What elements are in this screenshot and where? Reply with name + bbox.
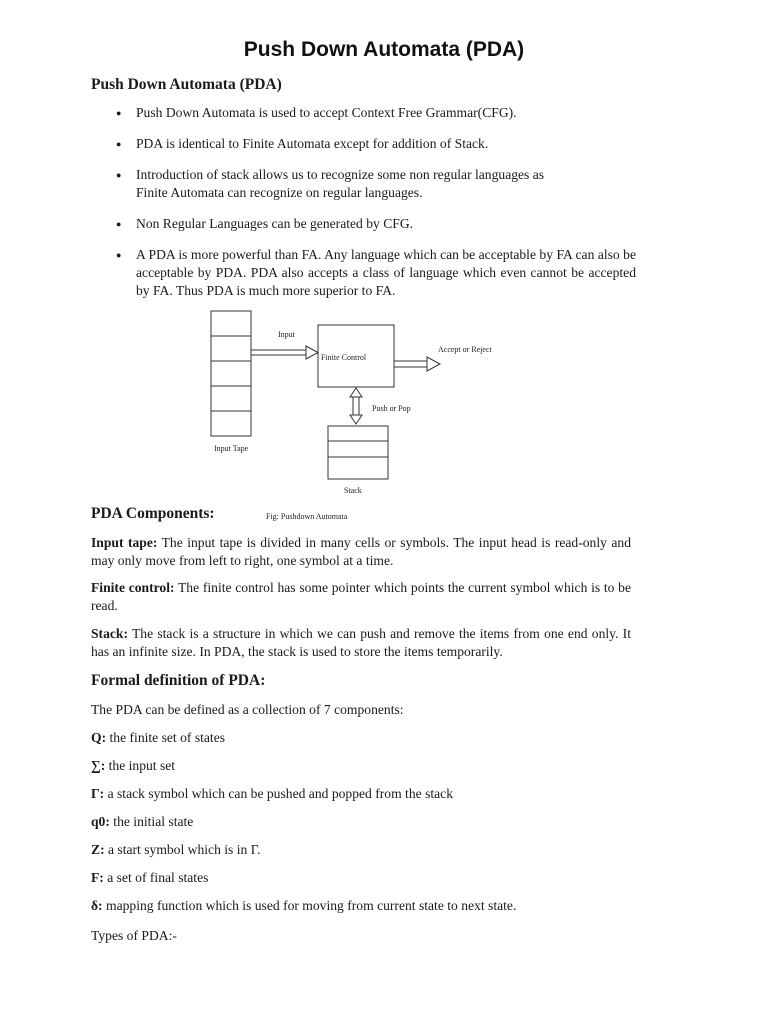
component-text: The finite control has some pointer which points the current symbol which is to be read. (91, 580, 632, 613)
bullet-list (116, 104, 636, 313)
definition-term: Q: (91, 730, 107, 745)
definition-item (91, 897, 516, 915)
accept-reject-label: Accept or Reject (438, 345, 492, 354)
push-pop-label: Push or Pop (372, 404, 411, 413)
definition-text: the finite set of states (106, 730, 226, 745)
component-term: Finite control: (91, 580, 175, 595)
definition-text: the initial state (109, 814, 194, 829)
bullet-item: ● Non Regular Languages can be generated by CFG. (116, 215, 636, 233)
definition-text: a start symbol which is in Γ. (104, 842, 261, 857)
pda-diagram (200, 305, 500, 505)
definition-text: a set of final states (103, 870, 209, 885)
definition-term: Z: (91, 842, 105, 857)
component-finite-control (91, 579, 631, 615)
types-of-pda-line: Types of PDA:- (91, 928, 177, 943)
component-input-tape (91, 534, 631, 570)
definition-text: mapping function which is used for moving from current state to next state. (102, 898, 517, 913)
definition-text: the input set (105, 758, 176, 773)
definition-term: ∑: (91, 758, 106, 773)
bullet-item: ● PDA is identical to Finite Automata except for addition of Stack. (116, 135, 636, 153)
bullet-item: ● A PDA is more powerful than FA. Any language which can be acceptable by FA can also be acceptable by PDA. PDA also accepts a class of language which even cannot be accepted by FA. Thus PDA is much more superior to FA. (116, 246, 636, 300)
definition-term: Γ: (91, 786, 105, 801)
component-text: The stack is a structure in which we can push and remove the items from one end only. It has an infinite size. In PDA, the stack is used to store the items temporarily. (91, 626, 631, 659)
input-tape-label: Input Tape (214, 444, 249, 453)
component-term: Input tape: (91, 535, 158, 550)
component-text: The input tape is divided in many cells or symbols. The input head is read-only and may only move from left to right, one symbol at a time. (91, 535, 631, 568)
definition-item (91, 869, 208, 887)
definition-item (91, 785, 453, 803)
components-heading: PDA Components: (91, 505, 215, 522)
page-title: Push Down Automata (PDA) (243, 38, 525, 61)
finite-control-label: Finite Control (321, 353, 367, 362)
definition-item (91, 841, 260, 859)
bullet-item: ● Introduction of stack allows us to recognize some non regular languages as Finite Automata can recognize on regular languages. (116, 166, 556, 202)
figure-caption: Fig: Pushdown Automata (266, 512, 348, 521)
definition-item (91, 813, 193, 831)
input-label: Input (278, 330, 295, 339)
section-heading-pda: Push Down Automata (PDA) (91, 76, 282, 93)
definition-text: a stack symbol which can be pushed and popped from the stack (104, 786, 453, 801)
stack-box (328, 426, 388, 479)
component-stack (91, 625, 631, 661)
definition-term: q0: (91, 814, 110, 829)
definition-term: δ: (91, 898, 103, 913)
formal-definition-heading: Formal definition of PDA: (91, 672, 266, 689)
bullet-item: ● Push Down Automata is used to accept Context Free Grammar(CFG). (116, 104, 636, 122)
formal-intro: The PDA can be defined as a collection of 7 components: (91, 702, 404, 717)
stack-label: Stack (344, 486, 362, 495)
input-tape-box (211, 311, 251, 436)
definition-term: F: (91, 870, 104, 885)
definition-item (91, 757, 175, 775)
definition-item (91, 729, 225, 747)
component-term: Stack: (91, 626, 129, 641)
